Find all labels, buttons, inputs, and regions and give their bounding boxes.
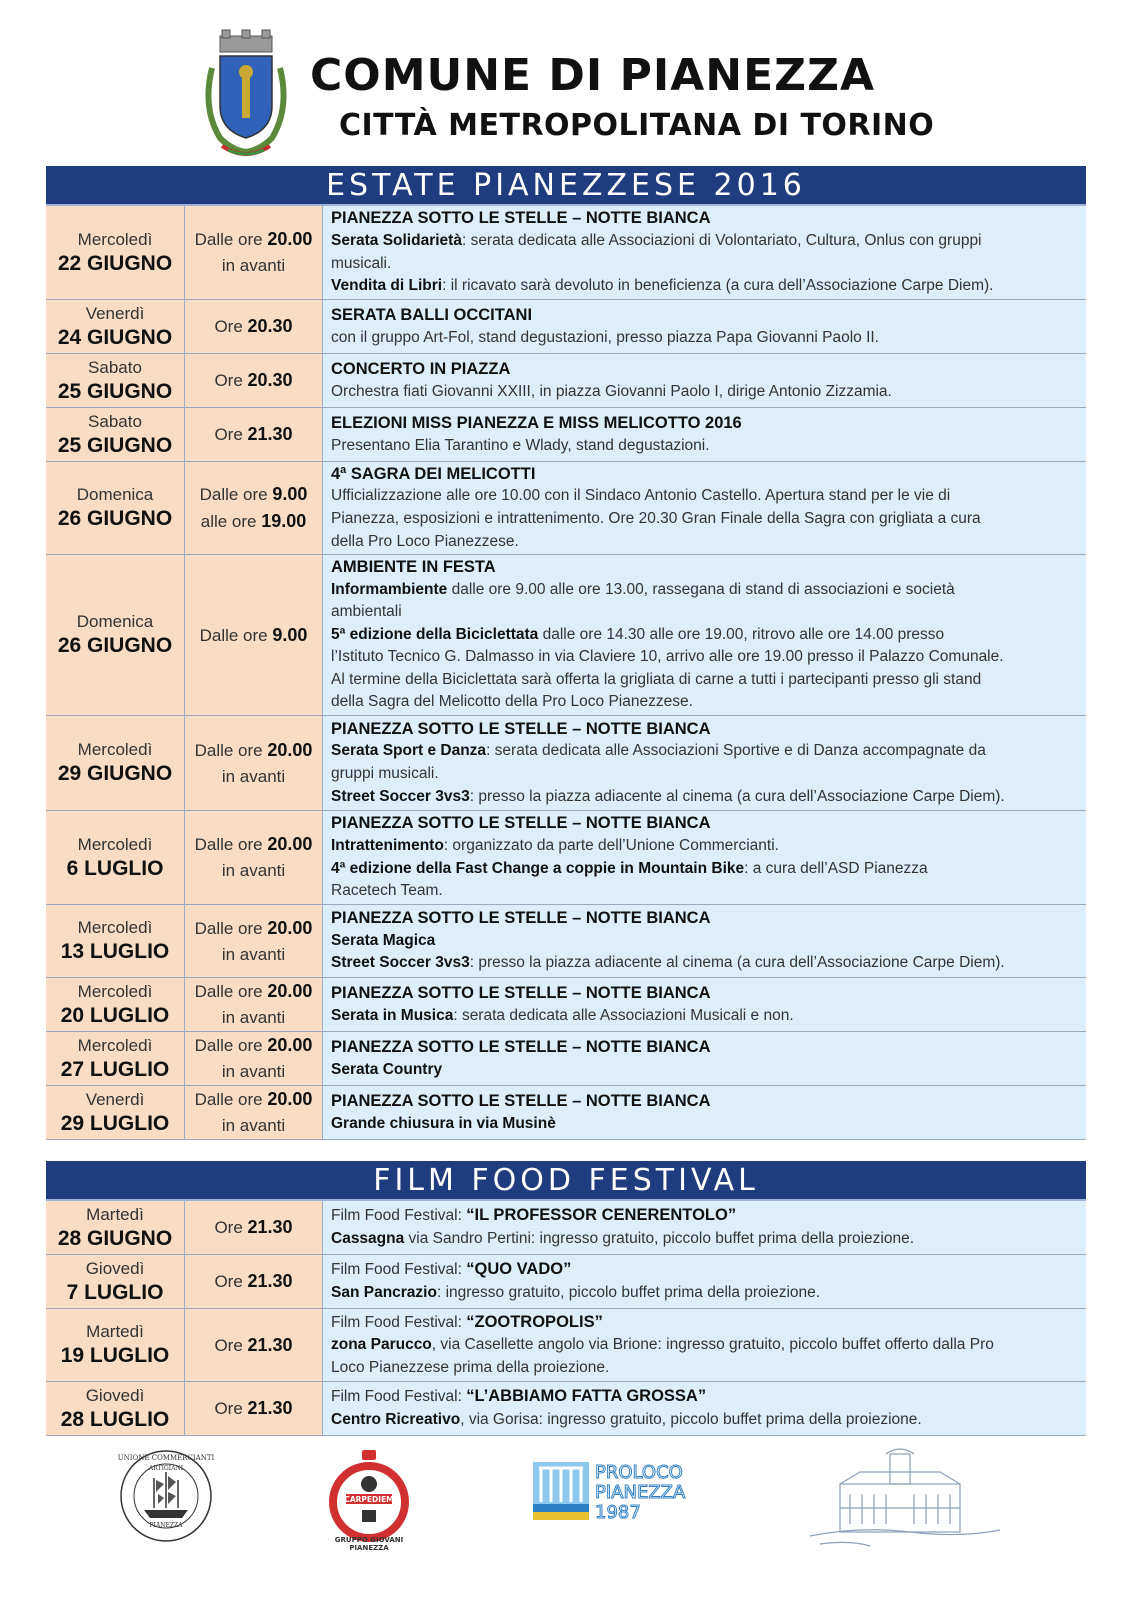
event-time-line: Dalle ore 9.00 [199, 484, 308, 504]
event-day-cell [46, 408, 185, 461]
event-title: 4ª SAGRA DEI MELICOTTI [331, 464, 536, 483]
event-date: 27 LUGLIO [60, 1057, 170, 1081]
event-detail-text: Ufficializzazione alle ore 10.00 con il Sindaco Antonio Castello. Apertura stand per le vie di [331, 487, 951, 505]
film-name: “L’ABBIAMO FATTA GROSSA” [466, 1387, 707, 1406]
film-title-line [331, 1258, 1078, 1282]
event-detail-line [331, 786, 1078, 809]
event-detail-highlight: Serata in Musica [331, 1006, 454, 1024]
event-detail-line [331, 435, 1078, 458]
event-detail-highlight: Intrattenimento [331, 836, 444, 854]
event-time-value: 20.30 [247, 316, 293, 336]
event-time-cell [185, 408, 323, 461]
event-time-line: Dalle ore 20.00 [194, 981, 313, 1001]
event-time-value: 20.00 [267, 1089, 313, 1109]
event-title: PIANEZZA SOTTO LE STELLE – NOTTE BIANCA [331, 719, 711, 738]
event-detail-text: : a cura dell’ASD Pianezza [744, 859, 928, 877]
event-time-line: in avanti [221, 1116, 286, 1135]
event-detail-text: Loco Pianezzese prima della proiezione. [331, 1358, 610, 1376]
event-weekday: Domenica [76, 612, 154, 631]
table-row [46, 1032, 1086, 1086]
event-detail-highlight: 5ª edizione della Biciclettata [331, 625, 539, 643]
event-detail-line [331, 579, 1078, 602]
event-time-cell [185, 1201, 323, 1254]
pianezza-crest-icon [198, 28, 294, 160]
event-weekday: Venerdì [85, 1089, 145, 1109]
event-weekday: Mercoledì [77, 981, 153, 1001]
event-description [323, 462, 1086, 554]
event-weekday: Sabato [88, 357, 142, 377]
event-description [323, 1309, 1086, 1381]
event-detail-text: dalle ore 9.00 alle ore 13.00, rassegana di stand di associazioni e società [447, 580, 955, 598]
event-detail-text: : serata dedicata alle Associazioni di Volontariato, Cultura, Onlus con gruppi [461, 231, 982, 249]
event-description [323, 300, 1086, 353]
logo3-line3-text: 1987 [595, 1502, 641, 1523]
event-day-cell [46, 905, 185, 977]
event-weekday: Martedì [86, 1204, 144, 1224]
event-date: 28 LUGLIO [60, 1407, 170, 1431]
event-description [323, 905, 1086, 977]
event-time-line: Dalle ore 20.00 [194, 1035, 313, 1055]
event-detail-text: : il ricavato sarà devoluto in beneficienza (a cura dell’Associazione Carpe Diem). [442, 277, 994, 295]
table-row [46, 1382, 1086, 1436]
logo3-line2-text: PIANEZZA [595, 1482, 686, 1503]
event-weekday: Giovedì [85, 1385, 145, 1405]
event-detail-highlight: Vendita di Libri [331, 277, 443, 295]
event-time-line: Dalle ore 9.00 [199, 624, 308, 645]
palazzo-sketch-icon [800, 1444, 1010, 1556]
event-description [323, 978, 1086, 1031]
event-title: PIANEZZA SOTTO LE STELLE – NOTTE BIANCA [331, 209, 711, 228]
page-subtitle: CITTÀ METROPOLITANA DI TORINO [339, 108, 935, 143]
event-time-cell [185, 1032, 323, 1085]
event-time-value: 21.30 [247, 424, 293, 444]
event-time-value: 21.30 [247, 1217, 293, 1237]
event-time-line: Dalle ore 20.00 [194, 739, 313, 760]
event-detail-line [331, 508, 1078, 531]
page-title: COMUNE DI PIANEZZA [310, 50, 876, 101]
table-row [46, 462, 1086, 555]
event-time-cell [185, 206, 323, 299]
event-detail-line [331, 1113, 1078, 1136]
event-detail-text: musicali. [331, 254, 392, 272]
event-date: 29 LUGLIO [60, 1111, 170, 1135]
event-detail-text: Racetech Team. [331, 882, 443, 900]
event-time-line: Dalle ore 20.00 [194, 834, 313, 854]
event-weekday: Martedì [86, 1322, 144, 1341]
event-day-cell [46, 462, 185, 554]
event-time-line: in avanti [221, 944, 286, 964]
event-detail-text: : presso la piazza adiacente al cinema (a cura dell’Associazione Carpe Diem). [469, 787, 1005, 805]
event-detail-text: , via Casellette angolo via Brione: ingresso gratuito, piccolo buffet offerto dalla Pro [431, 1336, 994, 1354]
event-day-cell [46, 354, 185, 407]
event-description [323, 555, 1086, 715]
event-day-cell [46, 716, 185, 810]
event-day-cell [46, 811, 185, 904]
event-time-cell [185, 1382, 323, 1435]
logo2-name-text: CARPEDIEM [344, 1495, 394, 1504]
event-title: ELEZIONI MISS PIANEZZA E MISS MELICOTTO 2016 [331, 413, 742, 432]
film-prefix: Film Food Festival: [331, 1207, 467, 1225]
event-time-line: Ore 20.30 [214, 316, 293, 336]
event-day-cell [46, 1382, 185, 1435]
event-detail-text: con il gruppo Art-Fol, stand degustazioni, presso piazza Papa Giovanni Paolo II. [331, 328, 879, 346]
event-detail-text: , via Gorisa: ingresso gratuito, piccolo buffet prima della proiezione. [460, 1411, 922, 1428]
event-time-cell [185, 462, 323, 554]
event-description [323, 716, 1086, 810]
event-detail-line [331, 624, 1078, 647]
event-detail-highlight: Grande chiusura in via Musinè [331, 1114, 556, 1132]
event-detail-line [331, 880, 1078, 903]
event-detail-highlight: Serata Sport e Danza [331, 742, 487, 760]
event-detail-text: : presso la piazza adiacente al cinema (a cura dell’Associazione Carpe Diem). [469, 954, 1005, 972]
event-detail-highlight: San Pancrazio [331, 1284, 437, 1301]
event-time-line: Ore 21.30 [214, 1217, 293, 1237]
event-time-line: Dalle ore 20.00 [194, 229, 313, 249]
event-detail-line [331, 858, 1078, 881]
event-day-cell [46, 978, 185, 1031]
event-weekday: Venerdì [85, 303, 145, 323]
event-detail-line [331, 485, 1078, 508]
event-detail-text: ambientali [331, 603, 402, 621]
event-description [323, 1201, 1086, 1254]
event-detail-line [331, 601, 1078, 624]
logo1-top-text: UNIONE COMMERCIANTI [118, 1454, 214, 1462]
table-row [46, 811, 1086, 905]
film-title-line [331, 1204, 1078, 1228]
film-title-line [331, 1385, 1078, 1409]
event-time-value: 21.30 [247, 1398, 293, 1418]
event-weekday: Mercoledì [77, 740, 153, 759]
table-row [46, 206, 1086, 300]
event-time-cell [185, 1255, 323, 1308]
event-time-line: Dalle ore 20.00 [194, 1089, 313, 1109]
event-time-value: 20.00 [267, 229, 313, 249]
event-detail-text: via Sandro Pertini: ingresso gratuito, piccolo buffet prima della proiezione. [404, 1230, 915, 1247]
event-detail-highlight: Centro Ricreativo [331, 1411, 461, 1428]
event-detail-highlight: Street Soccer 3vs3 [331, 954, 470, 972]
logo1-mid-text: ARTIGIANI [148, 1465, 184, 1472]
table-row [46, 905, 1086, 978]
event-time-value: 21.30 [247, 1334, 293, 1355]
event-time-line: in avanti [221, 256, 286, 275]
event-detail-line [331, 952, 1078, 975]
event-time-cell [185, 1086, 323, 1139]
event-date: 29 GIUGNO [57, 762, 173, 785]
event-detail-line [331, 230, 1078, 253]
logo3-line1-text: PROLOCO [595, 1462, 683, 1483]
event-detail-line [331, 763, 1078, 786]
event-weekday: Mercoledì [77, 918, 153, 937]
event-detail-line [331, 646, 1078, 669]
event-description [323, 408, 1086, 461]
event-title: PIANEZZA SOTTO LE STELLE – NOTTE BIANCA [331, 983, 711, 1002]
event-detail-text: : organizzato da parte dell’Unione Commercianti. [443, 836, 779, 854]
event-time-value: 9.00 [272, 624, 308, 645]
event-date: 20 LUGLIO [60, 1003, 170, 1027]
event-time-cell [185, 354, 323, 407]
event-detail-highlight: Serata Country [331, 1060, 443, 1078]
event-detail-line [331, 253, 1078, 276]
event-detail-highlight: Informambiente [331, 580, 448, 598]
event-time-line: in avanti [221, 1062, 286, 1081]
table-row [46, 408, 1086, 462]
event-detail-line [331, 740, 1078, 763]
event-detail-text: Orchestra fiati Giovanni XXIII, in piazza Giovanni Paolo I, dirige Antonio Zizzamia. [331, 382, 892, 400]
event-detail-text: : serata dedicata alle Associazioni Sportive e di Danza accompagnate da [486, 742, 986, 760]
event-time-value: 20.00 [267, 739, 313, 760]
event-day-cell [46, 206, 185, 299]
event-detail-line [331, 1228, 1078, 1251]
event-date: 26 GIUGNO [57, 634, 173, 657]
event-title: PIANEZZA SOTTO LE STELLE – NOTTE BIANCA [331, 1091, 711, 1110]
table-row [46, 1201, 1086, 1255]
logo1-bottom-text: PIANEZZA [149, 1522, 183, 1529]
event-date: 19 LUGLIO [60, 1344, 170, 1367]
event-time-line: Ore 21.30 [214, 1271, 293, 1291]
table-row [46, 716, 1086, 811]
event-detail-highlight: 4ª edizione della Fast Change a coppie in Mountain Bike [331, 859, 745, 877]
event-weekday: Sabato [88, 411, 142, 431]
event-detail-text: della Sagra del Melicotto della Pro Loco Pianezzese. [331, 693, 693, 711]
event-description [323, 1382, 1086, 1435]
table-row [46, 555, 1086, 716]
event-day-cell [46, 1309, 185, 1381]
event-time-cell [185, 1309, 323, 1381]
event-time-cell [185, 716, 323, 810]
event-detail-text: : ingresso gratuito, piccolo buffet prima della proiezione. [436, 1284, 821, 1301]
film-table [46, 1201, 1086, 1436]
event-time-value: 9.00 [272, 484, 308, 504]
event-time-value: 20.00 [267, 981, 313, 1001]
event-detail-line [331, 531, 1078, 554]
event-detail-text: : serata dedicata alle Associazioni Musicali e non. [453, 1006, 794, 1024]
event-description [323, 354, 1086, 407]
event-detail-text: gruppi musicali. [331, 765, 439, 782]
event-detail-highlight: Serata Solidarietà [331, 231, 462, 249]
event-detail-text: Presentano Elia Tarantino e Wlady, stand degustazioni. [331, 436, 710, 454]
event-title: PIANEZZA SOTTO LE STELLE – NOTTE BIANCA [331, 1037, 711, 1056]
event-day-cell [46, 300, 185, 353]
event-time-line: in avanti [221, 861, 286, 880]
event-day-cell [46, 1201, 185, 1254]
event-time-value: 20.00 [267, 917, 313, 938]
event-description [323, 1255, 1086, 1308]
section-title-estate: ESTATE PIANEZZESE 2016 [46, 166, 1086, 206]
film-name: “QUO VADO” [466, 1260, 572, 1279]
film-prefix: Film Food Festival: [331, 1388, 467, 1406]
event-time-value: 20.00 [267, 1035, 313, 1055]
event-detail-line [331, 930, 1078, 953]
event-time-line: Dalle ore 20.00 [194, 917, 313, 938]
table-row [46, 354, 1086, 408]
section-title-film-food: FILM FOOD FESTIVAL [46, 1161, 1086, 1201]
event-detail-highlight: Cassagna [331, 1230, 405, 1247]
event-day-cell [46, 555, 185, 715]
event-detail-line [331, 1282, 1078, 1305]
event-description [323, 811, 1086, 904]
event-time-cell [185, 811, 323, 904]
event-detail-text: Al termine della Biciclettata sarà offerta la grigliata di carne a tutti i partecipanti presso gli stand [331, 670, 982, 688]
event-date: 24 GIUGNO [57, 325, 173, 349]
table-row [46, 300, 1086, 354]
event-title: AMBIENTE IN FESTA [331, 557, 496, 576]
event-date: 7 LUGLIO [66, 1280, 164, 1304]
event-weekday: Giovedì [85, 1258, 145, 1278]
event-date: 28 GIUGNO [57, 1226, 173, 1250]
event-detail-line [331, 1334, 1078, 1357]
film-title-line [331, 1311, 1078, 1335]
event-description [323, 206, 1086, 299]
event-detail-highlight: zona Parucco [331, 1336, 432, 1354]
event-detail-line [331, 669, 1078, 692]
event-weekday: Mercoledì [77, 1035, 153, 1055]
event-detail-text: dalle ore 14.30 alle ore 19.00, ritrovo alle ore 14.00 presso [538, 625, 945, 643]
table-row [46, 1255, 1086, 1309]
film-name: “IL PROFESSOR CENERENTOLO” [466, 1206, 737, 1225]
event-weekday: Mercoledì [77, 834, 153, 854]
event-detail-line [331, 835, 1078, 858]
event-time-cell [185, 905, 323, 977]
event-date: 6 LUGLIO [66, 856, 164, 880]
carpediem-logo [328, 1448, 410, 1552]
event-time-line: Ore 21.30 [214, 1334, 293, 1355]
table-row [46, 1309, 1086, 1382]
event-day-cell [46, 1255, 185, 1308]
event-detail-line [331, 1059, 1078, 1082]
proloco-logo [531, 1458, 707, 1524]
event-detail-line [331, 691, 1078, 714]
logo2-sub1-text: GRUPPO GIOVANI [334, 1536, 404, 1544]
film-prefix: Film Food Festival: [331, 1313, 467, 1331]
event-time-line: Ore 21.30 [214, 424, 293, 444]
table-row [46, 978, 1086, 1032]
event-detail-text: della Pro Loco Pianezzese. [331, 532, 519, 550]
event-date: 26 GIUGNO [57, 507, 173, 530]
event-date: 25 GIUGNO [57, 433, 173, 457]
event-time-line: Ore 21.30 [214, 1398, 293, 1418]
event-detail-highlight: Street Soccer 3vs3 [331, 787, 470, 805]
event-time-value: 21.30 [247, 1271, 293, 1291]
event-day-cell [46, 1032, 185, 1085]
event-detail-line [331, 1357, 1078, 1380]
event-time-cell [185, 555, 323, 715]
event-title: SERATA BALLI OCCITANI [331, 305, 533, 324]
event-time-line: Ore 20.30 [214, 370, 293, 390]
event-time-line: in avanti [221, 1008, 286, 1027]
event-time-cell [185, 978, 323, 1031]
event-detail-line [331, 1005, 1078, 1028]
film-name: “ZOOTROPOLIS” [466, 1312, 603, 1331]
event-day-cell [46, 1086, 185, 1139]
event-weekday: Domenica [76, 485, 154, 504]
event-description [323, 1086, 1086, 1139]
event-time-value: 20.00 [267, 834, 313, 854]
event-description [323, 1032, 1086, 1085]
event-time-cell [185, 300, 323, 353]
event-time-line: in avanti [221, 766, 286, 786]
film-prefix: Film Food Festival: [331, 1261, 467, 1279]
event-time-line: alle ore 19.00 [200, 511, 307, 531]
event-title: CONCERTO IN PIAZZA [331, 359, 511, 378]
events-table [46, 206, 1086, 1140]
event-detail-text: Pianezza, esposizioni e intrattenimento. Ore 20.30 Gran Finale della Sagra con grigliata a cura [331, 510, 981, 527]
event-detail-text: l’Istituto Tecnico G. Dalmasso in via Claviere 10, arrivo alle ore 19.00 presso il Palazzo Comunale. [331, 648, 1004, 666]
event-weekday: Mercoledì [77, 229, 153, 249]
event-detail-line [331, 381, 1078, 404]
event-date: 22 GIUGNO [57, 251, 173, 275]
event-time-value: 19.00 [261, 511, 307, 531]
event-title: PIANEZZA SOTTO LE STELLE – NOTTE BIANCA [331, 909, 711, 928]
event-detail-line [331, 275, 1078, 298]
event-title: PIANEZZA SOTTO LE STELLE – NOTTE BIANCA [331, 814, 711, 833]
event-detail-line [331, 1409, 1078, 1432]
event-date: 13 LUGLIO [60, 940, 170, 963]
event-detail-line [331, 327, 1078, 350]
table-row [46, 1086, 1086, 1140]
event-detail-highlight: Serata Magica [331, 931, 436, 949]
logo2-sub2-text: PIANEZZA [349, 1544, 389, 1552]
unione-commercianti-logo [118, 1448, 214, 1544]
event-date: 25 GIUGNO [57, 379, 173, 403]
event-time-value: 20.30 [247, 370, 293, 390]
